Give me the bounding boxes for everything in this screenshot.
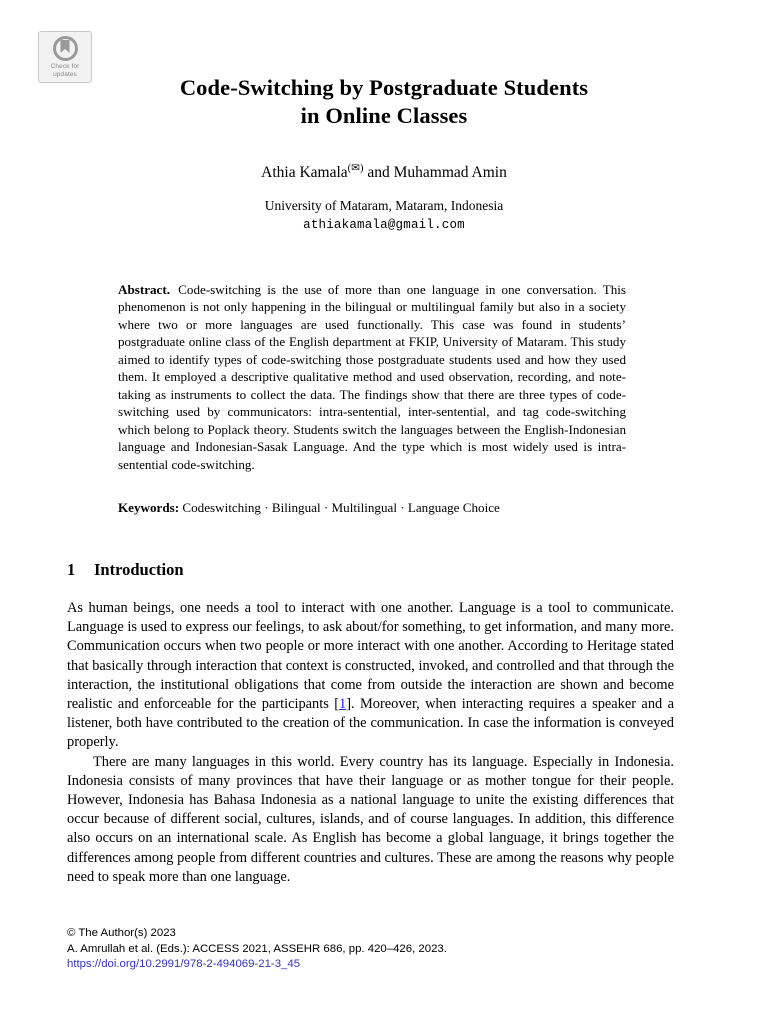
badge-line-2: updates xyxy=(53,70,77,78)
section-body-introduction xyxy=(67,599,674,887)
author-affiliation: University of Mataram, Mataram, Indonesia xyxy=(264,198,504,213)
check-for-updates-badge[interactable] xyxy=(38,31,92,83)
author-list xyxy=(90,163,678,183)
keywords-terms: Codeswitching · Bilingual · Multilingual · Language Choice xyxy=(182,500,500,515)
paragraph-2: There are many languages in this world. Every country has its language. Especially in Indonesia. Indonesia consists of many provinces that have their language or as mother tongue for their people. However, Indonesia has Bahasa Indonesia as a national language to unite the existing differences that occur because of different social, cultures, islands, and of course languages. In addition, this difference also occurs on an international scale. As English has become a global language, it brings together the differences among people from different countries and cultures. These are among the reasons why people need to speak more than one language. xyxy=(67,753,674,885)
paragraph-1-text-after-citation: ]. Moreover, when interacting requires a speaker and a listener, both have contributed to the creation of the communication. In case the information is conveyed properly. xyxy=(67,696,674,751)
abstract-label: Abstract. xyxy=(118,282,170,297)
author-name-secondary: Muhammad Amin xyxy=(393,164,507,181)
abstract-text: Code-switching is the use of more than one language in one conversation. This phenomenon is not only happening in the bilingual or multilingual family but also in a society where two or more languages are used functionally. This case was found in students’ postgraduate online class of the English department at FKIP, University of Mataram. This study aimed to identify types of code-switching those postgraduate students used and how they used them. It employed a descriptive qualitative method and used observation, recording, and note-taking as instruments to collect the data. The findings show that there are three types of code-switching used by communicators: intra-sentential, inter-sentential, and tag code-switching which belong to Poplack theory. Students switch the languages between the English-Indonesian language and Indonesian-Sasak Language. And the type which is most widely used is intra-sentential code-switching. xyxy=(118,282,626,472)
author-email[interactable]: athiakamala@gmail.com xyxy=(303,218,465,232)
doi-link[interactable]: https://doi.org/10.2991/978-2-494069-21-3_45 xyxy=(67,958,301,971)
section-title: Introduction xyxy=(94,560,184,579)
keywords-label: Keywords: xyxy=(118,500,180,515)
check-for-updates-label xyxy=(51,63,80,78)
paper-title xyxy=(90,74,678,130)
author-name-primary: Athia Kamala xyxy=(261,164,348,181)
keywords-block xyxy=(118,499,626,516)
badge-line-1: Check for xyxy=(50,63,80,70)
citation-link-1[interactable]: 1 xyxy=(339,696,347,713)
bookmark-circle-icon xyxy=(53,36,78,61)
abstract-block xyxy=(118,281,626,473)
copyright-line: © The Author(s) 2023 xyxy=(67,927,176,939)
paragraph-1-text-before-citation: As human beings, one needs a tool to interact with one another. Language is a tool to communicate. Language is used to express our feelings, to ask about/for something, to get information, and many more. Communication occurs when two people or more interact with one another. According to Heritage stated that basically through interaction that context is constructed, invoked, and controlled and that through the interaction, the institutional obligations that come from outside the interaction are shown and become realistic and enforceable for the participants [ xyxy=(67,600,674,713)
corresponding-author-envelope-icon: (✉) xyxy=(347,162,364,174)
paragraph-1 xyxy=(67,599,674,753)
page-footer xyxy=(67,926,677,973)
author-conjunction: and xyxy=(363,164,394,181)
section-heading-introduction xyxy=(67,559,677,581)
section-number: 1 xyxy=(67,560,76,579)
title-line-2: in Online Classes xyxy=(300,103,468,128)
title-line-1: Code-Switching by Postgraduate Students xyxy=(179,75,589,100)
proceedings-citation-line: A. Amrullah et al. (Eds.): ACCESS 2021, ASSEHR 686, pp. 420–426, 2023. xyxy=(67,942,447,955)
